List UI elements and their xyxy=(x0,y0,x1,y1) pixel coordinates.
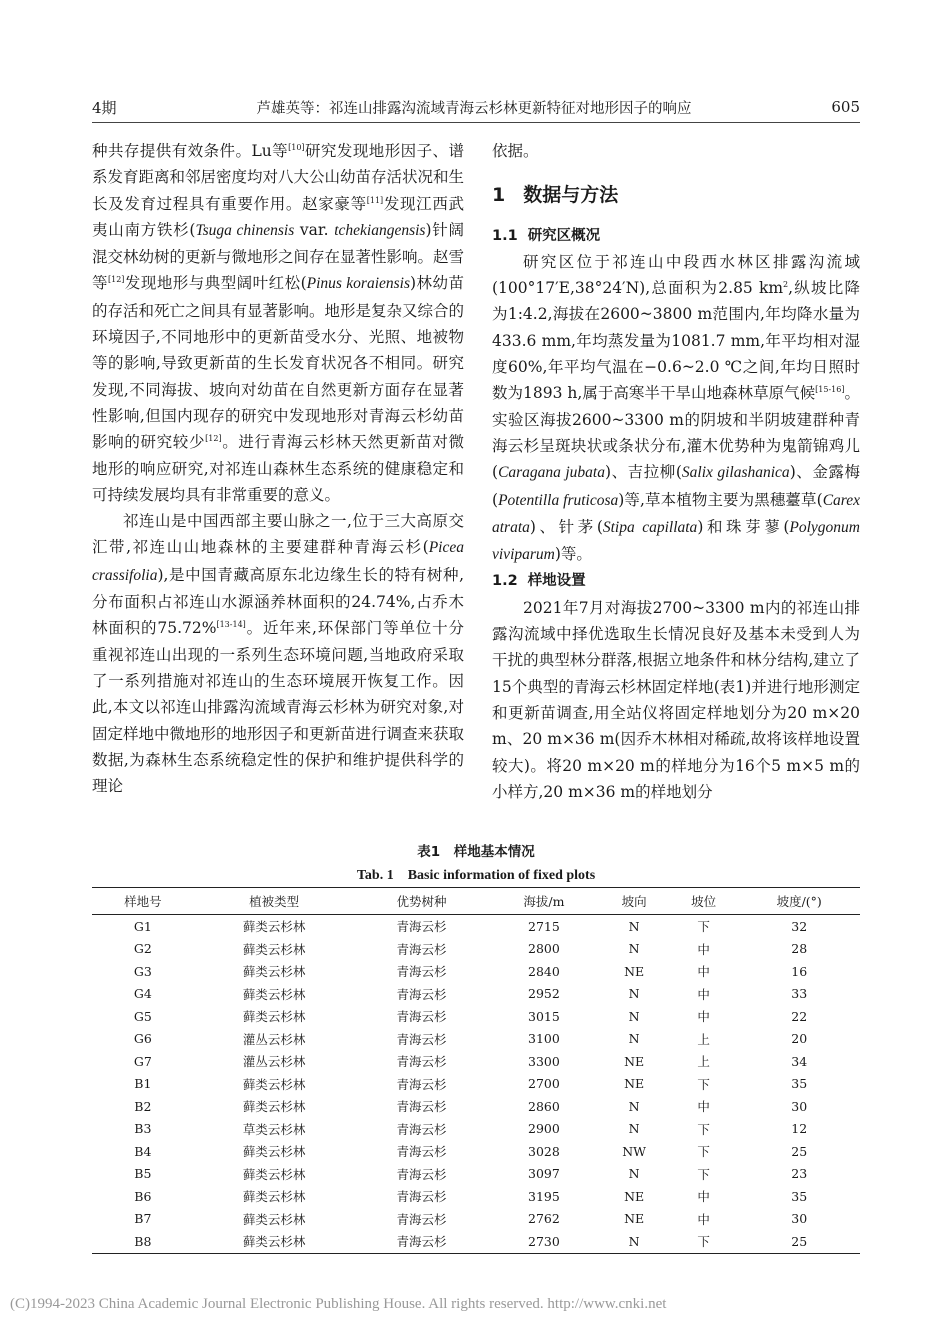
table-cell: 12 xyxy=(791,1121,808,1137)
table-cell: 青海云杉 xyxy=(396,1076,447,1092)
table-cell: 35 xyxy=(791,1188,808,1204)
table-cell: NE xyxy=(624,1076,645,1092)
table-cell: 藓类云杉林 xyxy=(242,1099,306,1115)
table-cell: 2762 xyxy=(528,1211,560,1227)
table-cell: 青海云杉 xyxy=(396,1054,447,1070)
table-cell: 下 xyxy=(697,1121,710,1137)
table-cell: B5 xyxy=(134,1166,152,1182)
table-cell: 22 xyxy=(791,1008,808,1024)
table-row xyxy=(92,938,860,961)
col-header: 坡位 xyxy=(669,888,739,915)
table-cell: 青海云杉 xyxy=(396,919,447,935)
col-header: 样地号 xyxy=(92,888,194,915)
table-row xyxy=(92,1095,860,1118)
table-cell: 青海云杉 xyxy=(396,1189,447,1205)
table-row xyxy=(92,1140,860,1163)
table-cell: 藓类云杉林 xyxy=(242,1166,306,1182)
table-row xyxy=(92,915,860,938)
table-cell: 藓类云杉林 xyxy=(194,1230,355,1253)
table-cell: 下 xyxy=(669,1230,739,1253)
table-cell: NW xyxy=(622,1143,647,1159)
table-cell: 16 xyxy=(791,963,808,979)
table-row xyxy=(92,983,860,1006)
table-cell: 中 xyxy=(697,941,710,957)
table-cell: N xyxy=(628,941,640,957)
table-cell: 23 xyxy=(791,1166,808,1182)
table-row xyxy=(92,960,860,983)
table-cell: 33 xyxy=(791,986,808,1002)
table-cell: 青海云杉 xyxy=(396,986,447,1002)
table-cell: 下 xyxy=(697,1166,710,1182)
table-cell: N xyxy=(628,986,640,1002)
table-row xyxy=(92,1118,860,1141)
table-cell: B1 xyxy=(134,1076,152,1092)
table-cell: 3097 xyxy=(528,1166,560,1182)
citation: [12] xyxy=(205,434,222,444)
table-cell: 3015 xyxy=(528,1008,560,1024)
table-cell: 中 xyxy=(697,1211,710,1227)
table-cell: NE xyxy=(624,963,645,979)
table-cell: G4 xyxy=(133,986,152,1002)
table-cell: B7 xyxy=(134,1211,152,1227)
table-cell: 藓类云杉林 xyxy=(242,1189,306,1205)
table-cell: 草类云杉林 xyxy=(242,1121,306,1137)
table-cell: N xyxy=(628,1008,640,1024)
table-cell: 中 xyxy=(697,964,710,980)
table-cell: N xyxy=(628,1098,640,1114)
table-cell: G7 xyxy=(133,1053,152,1069)
table-cell: 青海云杉 xyxy=(355,1230,489,1253)
table-cell: 下 xyxy=(697,1144,710,1160)
right-column xyxy=(492,138,860,805)
table-cell: 藓类云杉林 xyxy=(242,1009,306,1025)
table-cell: 青海云杉 xyxy=(396,1144,447,1160)
table-cell: B8 xyxy=(92,1230,194,1253)
table-cell: 藓类云杉林 xyxy=(242,1076,306,1092)
table-cell: B3 xyxy=(134,1121,152,1137)
table-cell: 藓类云杉林 xyxy=(242,1144,306,1160)
table-cell: 30 xyxy=(791,1211,808,1227)
table-cell: 藓类云杉林 xyxy=(242,986,306,1002)
table-cell: 2715 xyxy=(528,918,560,934)
table-row xyxy=(92,1230,860,1253)
table-cell: 中 xyxy=(697,1009,710,1025)
paragraph-plot-setup: 2021年7月对海拔2700~3300 m内的祁连山排露沟流域中择优选取生长情况良好及基本未受到人为干扰的典型林分群落,根据立地条件和林分结构,建立了15个典型的青海云杉林固定样地(表1)并进行地形测定和更新苗调查,用全站仪将固定样地划分为20 m×20 m、20 m×36 m(因乔木林相对稀疏,故将该样地设置较大)。将20 m×20 m的样地分为16个5 m×5 m的小样方,20 m×36 m的样地划分 xyxy=(492,598,860,801)
table-cell: 藓类云杉林 xyxy=(242,919,306,935)
paragraph-qilian: 祁连山是中国西部主要山脉之一,位于三大高原交汇带,祁连山山地森林的主要建群种青海云杉(Picea crassifolia),是中国青藏高原东北边缘生长的特有树种,分布面积占祁连山水源涵养林面积的24.74%,占乔木林面积的75.72%[13-14]。近年来,环保部门等单位十分重视祁连山出现的一系列生态环境问题,当地政府采取了一系列措施对祁连山的生态环境展开恢复工作。因此,本文以祁连山排露沟流域青海云杉林为研究对象,对固定样地中微地形的地形因子和更新苗进行调查来获取数据,为森林生态系统稳定性的保护和维护提供科学的理论 xyxy=(92,512,465,796)
species-name: Pinus koraiensis xyxy=(306,275,410,293)
citation: [15-16] xyxy=(815,385,845,395)
table-body xyxy=(92,915,860,1254)
table-cell: B2 xyxy=(134,1098,152,1114)
paragraph-cont: 依据。 xyxy=(492,142,539,160)
table-cell: 20 xyxy=(791,1031,808,1047)
table-cell: NE xyxy=(624,1211,645,1227)
table-cell: 3028 xyxy=(528,1143,560,1159)
table-cell: 下 xyxy=(697,1076,710,1092)
species-name: Tsuga chinensis xyxy=(195,221,295,239)
table-row xyxy=(92,1073,860,1096)
table-cell: 25 xyxy=(738,1230,860,1253)
table-cell: N xyxy=(628,1121,640,1137)
table-cell: 灌丛云杉林 xyxy=(242,1031,306,1047)
table-cell: G2 xyxy=(133,941,152,957)
table-cell: 28 xyxy=(791,941,808,957)
table-row xyxy=(92,1185,860,1208)
species-name: Polygonum viviparum xyxy=(492,518,860,564)
table-cell: 2730 xyxy=(488,1230,599,1253)
species-name: Salix gilashanica xyxy=(681,464,790,482)
table-cell: 2900 xyxy=(528,1121,560,1137)
table-cell: 青海云杉 xyxy=(396,1009,447,1025)
table-cell: 2700 xyxy=(528,1076,560,1092)
table-cell: 2952 xyxy=(528,986,560,1002)
table-row xyxy=(92,1028,860,1051)
table-cell: 藓类云杉林 xyxy=(242,941,306,957)
table-cell: 35 xyxy=(791,1076,808,1092)
table-cell: 中 xyxy=(697,1099,710,1115)
table-cell: 青海云杉 xyxy=(396,1166,447,1182)
table-cell: 2840 xyxy=(528,963,560,979)
table-row xyxy=(92,1005,860,1028)
running-title: 芦雄英等：祁连山排露沟流域青海云杉林更新特征对地形因子的响应 xyxy=(256,100,692,117)
table-cell: 3100 xyxy=(528,1031,560,1047)
table-cell: 32 xyxy=(791,918,808,934)
species-name: Carex atrata xyxy=(492,491,860,536)
copyright-footer: (C)1994-2023 China Academic Journal Electronic Publishing House. All rights reserved. http://www.cnki.net xyxy=(10,1296,667,1312)
citation: [11] xyxy=(366,195,384,205)
table-cell: 青海云杉 xyxy=(396,1099,447,1115)
citation: [13-14] xyxy=(216,620,246,630)
table-cell: 上 xyxy=(697,1031,710,1047)
table-cell: 藓类云杉林 xyxy=(242,964,306,980)
issue-number: 4期 xyxy=(92,98,117,117)
left-column xyxy=(92,138,464,799)
table-cell: 藓类云杉林 xyxy=(242,1211,306,1227)
table-cell: N xyxy=(628,918,640,934)
section-heading-1-1: 1.1 研究区概况 xyxy=(492,227,601,244)
header-rule xyxy=(92,122,860,123)
table-cell: 34 xyxy=(791,1053,808,1069)
table-cell: 3195 xyxy=(528,1188,560,1204)
col-header: 坡向 xyxy=(599,888,669,915)
species-name: Potentilla fruticosa xyxy=(498,491,619,509)
table-cell: N xyxy=(628,1166,640,1182)
table-cell: 上 xyxy=(697,1054,710,1070)
paragraph-study-area: 研究区位于祁连山中段西水林区排露沟流域(100°17′E,38°24′N),总面积为2.85 $km^2$,纵坡比降为1:4.2,海拔在2600~3800 m范围内,年均降水量为433.6 mm,年均蒸发量为1081.7 mm,年平均相对湿度60%,年平均气温在−0.6~2.0 ℃之间,年均日照时数为1893 h,属于高寒半干旱山地森林草原气候[15-16]。实验区海拔2600~3300 m的阴坡和半阴坡建群种青海云杉呈斑块状或条状分布,灌木优势种为鬼箭锦鸡儿(Caragana jubata)、吉拉柳(Salix gilashanica)、金露梅(Potentilla fruticosa)等,草本植物主要为黑穗薹草(Carex atrata)、针茅(Stipa capillata)和珠芽蓼(Polygonum viviparum)等。 xyxy=(492,252,860,564)
table-cell: NE xyxy=(624,1188,645,1204)
table-cell: G1 xyxy=(133,918,152,934)
col-header: 优势树种 xyxy=(355,888,489,915)
table-cell: 3300 xyxy=(528,1053,560,1069)
plots-table xyxy=(92,887,860,1254)
species-name: Stipa capillata xyxy=(602,518,698,536)
col-header: 植被类型 xyxy=(194,888,355,915)
species-name: tchekiangensis xyxy=(334,221,426,239)
table-row xyxy=(92,1208,860,1231)
table-caption-cn: 表1 样地基本情况 xyxy=(417,844,535,860)
species-name: Picea crassifolia xyxy=(92,539,464,584)
table-caption-en: Tab. 1 Basic information of fixed plots xyxy=(356,868,596,883)
table-cell: 灌丛云杉林 xyxy=(242,1054,306,1070)
col-header: 海拔/m xyxy=(488,888,599,915)
table-cell: 青海云杉 xyxy=(396,1031,447,1047)
table-cell: 青海云杉 xyxy=(396,941,447,957)
table-row xyxy=(92,1163,860,1186)
table-cell: G5 xyxy=(133,1008,152,1024)
table-cell: 中 xyxy=(697,986,710,1002)
section-heading-1-2: 1.2 样地设置 xyxy=(492,573,586,590)
table-cell: B4 xyxy=(134,1143,152,1159)
citation: [12] xyxy=(107,275,125,285)
table-cell: N xyxy=(599,1230,669,1253)
table-cell: N xyxy=(628,1031,640,1047)
paragraph-intro-cont: 种共存提供有效条件。Lu等[10]研究发现地形因子、谱系发育距离和邻居密度均对八大公山幼苗存活状况和生长及发育过程具有重要作用。赵家豪等[11]发现江西武夷山南方铁杉(Tsuga chinensis var. tchekiangensis)针阔混交林幼树的更新与微地形之间存在显著性影响。赵雪等[12]发现地形与典型阔叶红松(Pinus koraiensis)林幼苗的存活和死亡之间具有显著影响。地形是复杂又综合的环境因子,不同地形中的更新苗受水分、光照、地被物等的影响,导致更新苗的生长发育状况各不相同。研究发现,不同海拔、坡向对幼苗在自然更新方面存在显著性影响,但国内现存的研究中发现地形对青海云杉幼苗影响的研究较少[12]。进行青海云杉林天然更新苗对微地形的响应研究,对祁连山森林生态系统的健康稳定和可持续发展均具有非常重要的意义。 xyxy=(92,142,465,504)
table-cell: 25 xyxy=(791,1143,808,1159)
table-cell: B6 xyxy=(134,1188,152,1204)
table-cell: 30 xyxy=(791,1098,808,1114)
table-cell: 下 xyxy=(697,919,710,935)
table-cell: NE xyxy=(624,1053,645,1069)
table-cell: 2800 xyxy=(528,941,560,957)
page-header xyxy=(92,96,860,118)
table-cell: 2860 xyxy=(528,1098,560,1114)
table-cell: G3 xyxy=(133,963,152,979)
citation: [10] xyxy=(288,143,305,152)
table-header-row xyxy=(92,888,860,915)
table-cell: 青海云杉 xyxy=(396,1211,447,1227)
table-cell: 青海云杉 xyxy=(396,1121,447,1137)
table-cell: 青海云杉 xyxy=(396,964,447,980)
col-header: 坡度/(°) xyxy=(738,888,860,915)
page-number: 605 xyxy=(831,98,860,116)
species-name: Caragana jubata xyxy=(498,464,605,482)
section-heading-1: 1 数据与方法 xyxy=(492,184,619,207)
table-row xyxy=(92,1050,860,1073)
table-cell: 中 xyxy=(697,1189,710,1205)
table-cell: G6 xyxy=(133,1031,152,1047)
